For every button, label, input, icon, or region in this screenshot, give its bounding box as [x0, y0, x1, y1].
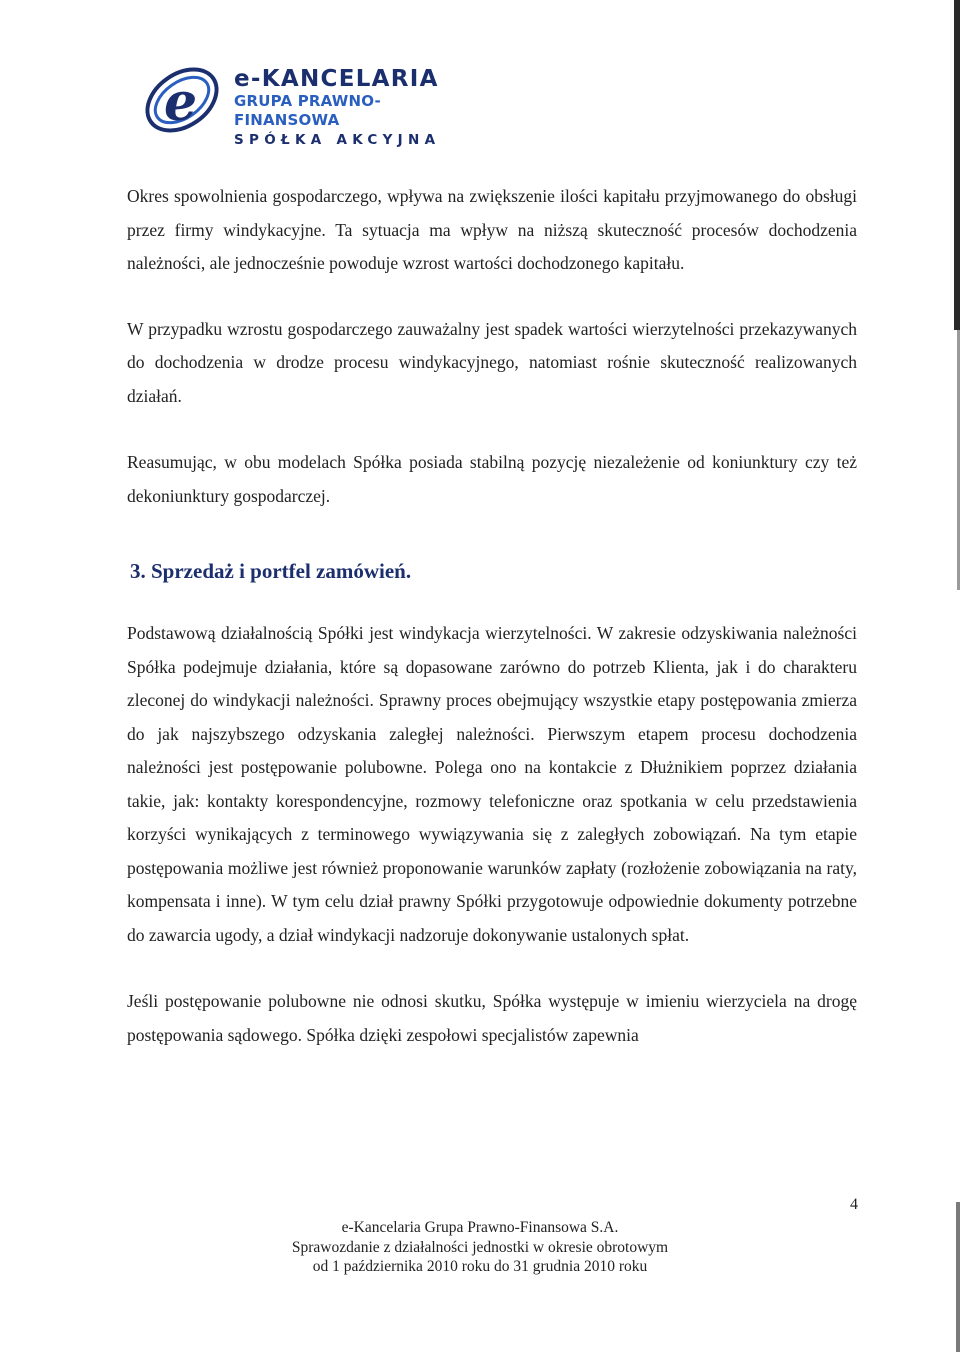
logo-name: e-KANCELARIA: [234, 66, 439, 92]
logo-company-type: SPÓŁKA AKCYJNA: [234, 132, 441, 148]
paragraph-court-proceedings: Jeśli postępowanie polubowne nie odnosi skutku, Spółka występuje w imieniu wierzyciela na drogę postępowania sądowego. Spółka dzięki zespołowi specjalistów zapewnia: [127, 991, 857, 1045]
paragraph-growth: W przypadku wzrostu gospodarczego zauważalny jest spadek wartości wierzytelności przekazywanych do dochodzenia w drodze procesu windykacyjnego, natomiast rośnie skuteczność realizowanych działań.: [127, 318, 857, 406]
scan-edge-shadow: [954, 0, 960, 330]
document-body: [127, 180, 857, 1052]
paragraph-core-activity: Podstawową działalnością Spółki jest windykacja wierzytelności. W zakresie odzyskiwania należności Spółka podejmuje działania, które są dopasowane zarówno do potrzeb Klienta, jak i do charakteru zleconej do windykacji należności. Sprawny proces obejmujący wszystkie etapy postępowania zmierza do jak najszybszego odzyskania zaległej należności. Pierwszym etapem procesu dochodzenia należności jest postępowanie polubowne. Polega ono na kontakcie z Dłużnikiem poprzez działania takie, jak: kontakty korespondencyjne, rozmowy telefoniczne oraz spotkania w celu przedstawienia korzyści wynikających z terminowego wywiązywania się z zaległych zobowiązań. Na tym etapie postępowania możliwe jest również proponowanie warunków zapłaty (rozłożenie zobowiązania na raty, kompensata i inne). W tym celu dział prawny Spółki przygotowuje odpowiednie dokumenty potrzebne do zawarcia ugody, a dział windykacji nadzoruje dokonywanie ustalonych spłat.: [127, 623, 857, 945]
page-footer: [0, 1218, 960, 1277]
svg-text:e: e: [164, 72, 198, 133]
e-logo-icon: [138, 60, 230, 140]
page-number: 4: [850, 1196, 858, 1213]
section-heading: 3. Sprzedaż i portfel zamówień.: [130, 559, 412, 583]
footer-period: od 1 października 2010 roku do 31 grudnia 2010 roku: [312, 1258, 648, 1275]
paragraph-summary: Reasumując, w obu modelach Spółka posiada stabilną pozycję niezależenie od koniunktury czy też dekoniunktury gospodarczej.: [127, 452, 857, 506]
footer-company: e-Kancelaria Grupa Prawno-Finansowa S.A.: [341, 1219, 619, 1236]
footer-report-title: Sprawozdanie z działalności jednostki w okresie obrotowym: [291, 1238, 669, 1256]
logo-subtitle: GRUPA PRAWNO-FINANSOWA: [234, 92, 381, 129]
company-logo: [138, 60, 458, 148]
paragraph-slowdown: Okres spowolnienia gospodarczego, wpływa na zwiększenie ilości kapitału przyjmowanego do obsługi przez firmy windykacyjne. Ta sytuacja ma wpływ na niższą skuteczność procesów dochodzenia należności, ale jednocześnie powoduje wzrost wartości dochodzonego kapitału.: [127, 186, 857, 273]
